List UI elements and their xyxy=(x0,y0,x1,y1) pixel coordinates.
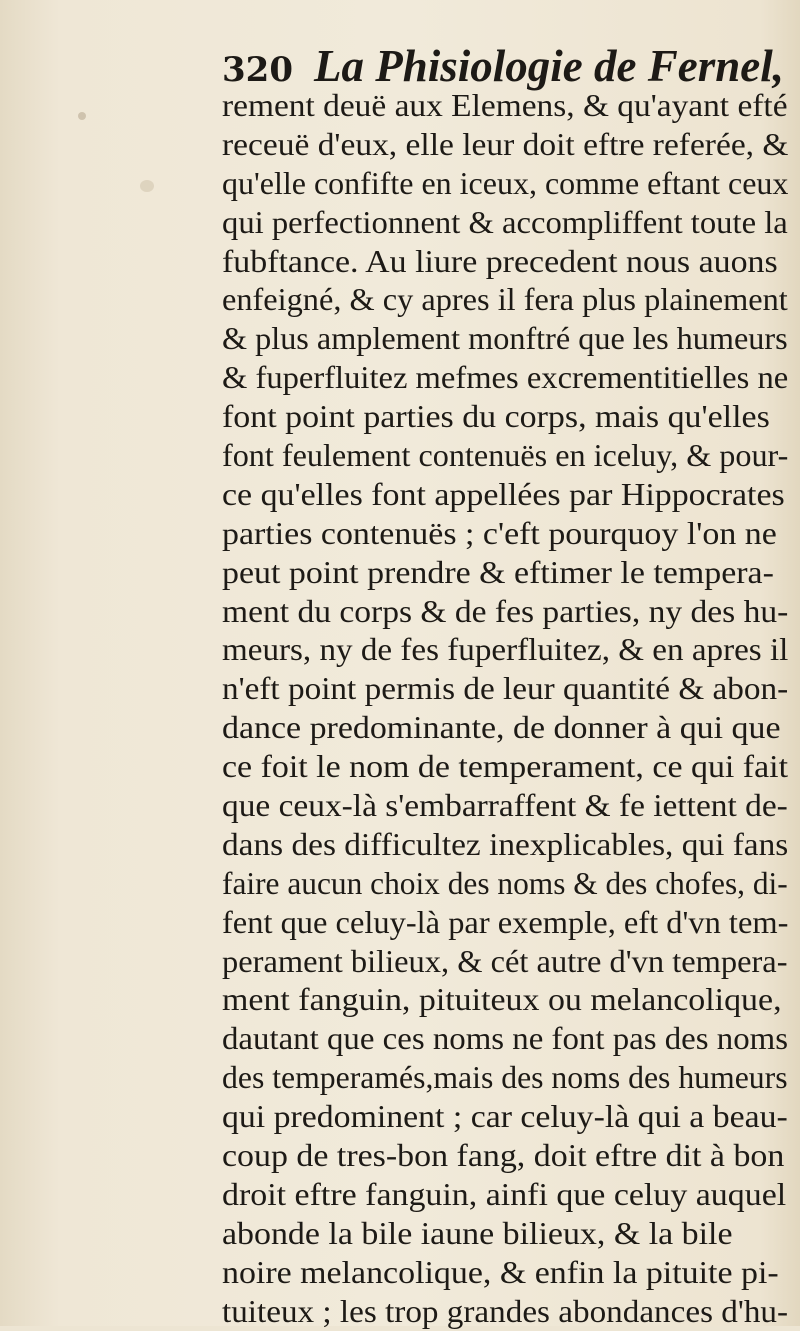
text-line: dans des difficultez inexplicables, qui fans xyxy=(222,825,789,862)
page-number: 320 xyxy=(222,50,293,90)
text-line: ce foit le nom de temperament, ce qui fait xyxy=(222,748,788,785)
text-line: qui perfectionnent & accompliffent toute la xyxy=(222,203,788,240)
text-line: coup de tres-bon fang, doit eftre dit à bon xyxy=(222,1137,785,1174)
paper-stain xyxy=(140,180,154,192)
text-line: & plus amplement monftré que les humeurs xyxy=(222,320,788,357)
text-line: dautant que ces noms ne font pas des noms xyxy=(222,1020,788,1057)
text-line: fubftance. Au liure precedent nous auons xyxy=(222,242,778,279)
text-line: des temperamés,mais des noms des humeurs xyxy=(222,1059,788,1096)
text-line: tuiteux ; les trop grandes abondances d'hu- xyxy=(222,1292,789,1329)
text-line: meurs, ny de fes fuperfluitez, & en apres il xyxy=(222,631,789,668)
text-line: dance predominante, de donner à qui que xyxy=(222,709,781,746)
text-line: ce qu'elles font appellées par Hippocrates xyxy=(222,475,785,512)
text-line: ment du corps & de fes parties, ny des hu- xyxy=(222,592,789,629)
text-line: receuë d'eux, elle leur doit eftre referée, & xyxy=(222,125,789,162)
text-line: rement deuë aux Elemens, & qu'ayant efté xyxy=(222,87,788,123)
text-line: noire melancolique, & enfin la pituite pi- xyxy=(222,1253,779,1290)
text-line: peut point prendre & eftimer le tempera- xyxy=(222,553,774,590)
text-line: perament bilieux, & cét autre d'vn tempera- xyxy=(222,942,788,979)
text-line: qu'elle confifte en iceux, comme eftant ceux xyxy=(222,164,789,201)
text-line: parties contenuës ; c'eft pourquoy l'on ne xyxy=(222,514,777,551)
running-title: La Phisiologie de Fernel, xyxy=(314,41,784,91)
text-line: font feulement contenuës en iceluy, & pour- xyxy=(222,437,789,474)
text-line: font point parties du corps, mais qu'elles xyxy=(222,398,770,435)
text-line: fent que celuy-là par exemple, eft d'vn tem- xyxy=(222,903,789,940)
body-text xyxy=(222,86,788,1331)
text-line: faire aucun choix des noms & des chofes, di- xyxy=(222,864,788,901)
text-line: ment fanguin, pituiteux ou melancolique, xyxy=(222,981,782,1018)
paper-stain xyxy=(78,112,86,120)
text-line: n'eft point permis de leur quantité & abon- xyxy=(222,670,789,707)
text-line: qui predominent ; car celuy-là qui a beau- xyxy=(222,1098,788,1135)
text-line: que ceux-là s'embarraffent & fe iettent de- xyxy=(222,787,788,824)
text-line: & fuperfluitez mefmes excrementitielles ne xyxy=(222,359,789,396)
text-line: abonde la bile iaune bilieux, & la bile xyxy=(222,1214,733,1251)
text-line: enfeigné, & cy apres il fera plus plainement xyxy=(222,281,788,318)
text-line: droit eftre fanguin, ainfi que celuy auquel xyxy=(222,1175,787,1212)
